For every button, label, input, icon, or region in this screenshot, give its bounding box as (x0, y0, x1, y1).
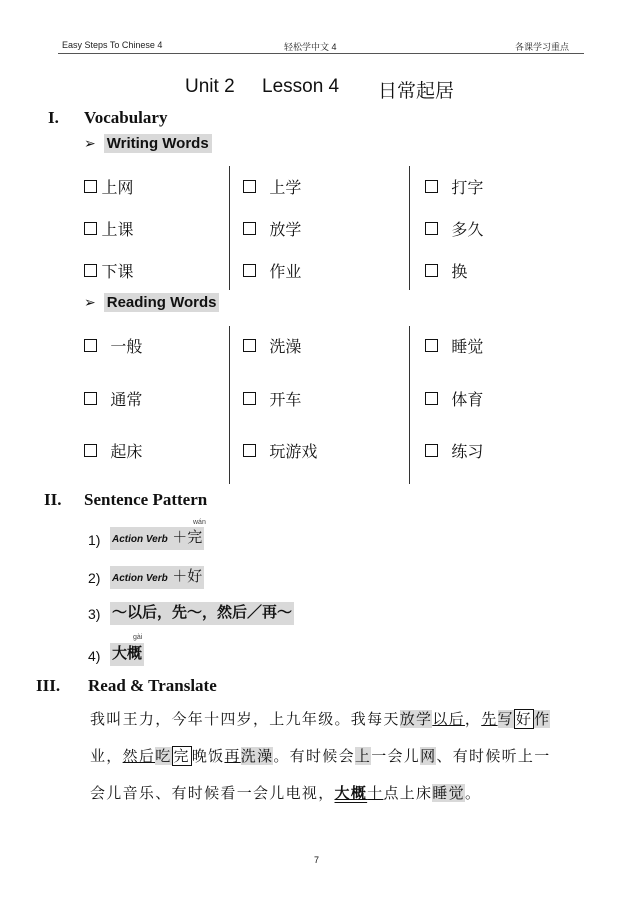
highlight: 吃 (155, 747, 172, 765)
checkbox-item[interactable] (425, 334, 483, 357)
highlight: 放学 (399, 710, 433, 728)
vocab-word: 睡觉 (451, 337, 484, 356)
underline: 然后 (122, 747, 156, 765)
unit-title: Unit 2 (185, 76, 235, 97)
column-divider (229, 326, 230, 484)
action-verb-label: Action Verb (112, 573, 168, 584)
checkbox-item[interactable] (84, 387, 142, 410)
plus-sign: ＋ (172, 528, 188, 546)
pattern-2 (110, 565, 204, 586)
vocab-word: 练习 (451, 442, 484, 461)
checkbox-icon[interactable] (425, 222, 438, 235)
action-verb-label: Action Verb (112, 534, 168, 545)
column-divider (409, 326, 410, 484)
pinyin-annotation: wán (193, 519, 206, 526)
checkbox-item[interactable] (243, 217, 301, 240)
checkbox-icon[interactable] (243, 392, 256, 405)
header-rule (58, 53, 584, 54)
section-heading-sentence-pattern: Sentence Pattern (84, 490, 208, 509)
highlight: 睡觉 (432, 784, 465, 802)
checkbox-icon[interactable] (243, 180, 256, 193)
arrow-bullet-icon: ➢ (84, 294, 96, 310)
writing-words-subheading (84, 135, 212, 152)
checkbox-icon[interactable] (84, 180, 97, 193)
checkbox-icon[interactable] (425, 180, 438, 193)
vocab-word: 多久 (451, 220, 484, 239)
checkbox-icon[interactable] (243, 444, 256, 457)
checkbox-icon[interactable] (243, 264, 256, 277)
pattern-chinese: 好 (187, 567, 203, 585)
vocab-word: 放学 (269, 220, 302, 239)
highlight: 上 (354, 747, 372, 765)
vocab-word: 体育 (451, 390, 484, 409)
checkbox-item[interactable] (425, 175, 483, 198)
pattern-chinese: 完 (187, 528, 203, 546)
highlight: 网 (420, 747, 437, 765)
pattern-number: 4) (88, 648, 101, 664)
underline: 十 (367, 784, 384, 802)
checkbox-icon[interactable] (425, 392, 438, 405)
checkbox-item[interactable] (243, 334, 301, 357)
header-left: Easy Steps To Chinese 4 (62, 40, 163, 50)
checkbox-icon[interactable] (84, 264, 97, 277)
section-numeral-1: I. (48, 108, 59, 127)
header-center: 轻松学中文 4 (284, 42, 337, 52)
topic-title: 日常起居 (378, 80, 455, 102)
pattern-4 (110, 642, 144, 663)
writing-words-label: Writing Words (104, 134, 212, 153)
section-numeral-3: III. (36, 676, 61, 695)
vocab-word: 打字 (451, 178, 484, 197)
lesson-title: Lesson 4 (262, 76, 340, 97)
pattern-chinese: 大概 (112, 644, 143, 662)
arrow-bullet-icon: ➢ (84, 135, 96, 151)
passage-line-3: 会儿音乐、有时候看一会儿电视，大概十点上床睡觉。 (90, 784, 482, 802)
section-heading-vocabulary: Vocabulary (84, 108, 168, 127)
pattern-number: 2) (88, 570, 101, 586)
checkbox-icon[interactable] (84, 392, 97, 405)
reading-words-label: Reading Words (104, 293, 220, 312)
underline: 先 (481, 710, 498, 728)
checkbox-item[interactable] (84, 217, 133, 240)
plus-sign: ＋ (172, 567, 188, 585)
boxed-char: 完 (173, 747, 190, 765)
page-number: 7 (314, 855, 320, 865)
boxed-char: 好 (515, 710, 533, 728)
checkbox-item[interactable] (243, 439, 317, 462)
checkbox-item[interactable] (425, 387, 483, 410)
column-divider (409, 166, 410, 290)
checkbox-item[interactable] (84, 334, 142, 357)
checkbox-item[interactable] (243, 175, 301, 198)
vocab-word: 上网 (101, 178, 134, 197)
checkbox-icon[interactable] (84, 222, 97, 235)
checkbox-item[interactable] (425, 259, 467, 282)
section-heading-read-translate: Read & Translate (88, 676, 217, 695)
checkbox-item[interactable] (84, 259, 133, 282)
highlight: 作 (534, 710, 551, 728)
vocab-word: 下课 (101, 262, 134, 281)
vocab-word: 起床 (110, 442, 143, 461)
header-right: 各课学习重点 (515, 42, 570, 52)
pattern-1 (110, 526, 204, 547)
vocab-word: 上学 (269, 178, 302, 197)
vocab-word: 上课 (101, 220, 134, 239)
underline: 以后 (432, 710, 465, 728)
checkbox-icon[interactable] (425, 339, 438, 352)
vocab-word: 换 (451, 262, 468, 281)
checkbox-item[interactable] (84, 175, 133, 198)
vocab-word: 作业 (269, 262, 302, 281)
checkbox-item[interactable] (243, 387, 301, 410)
checkbox-icon[interactable] (425, 444, 438, 457)
vocab-word: 通常 (110, 390, 143, 409)
vocab-word: 开车 (269, 390, 302, 409)
checkbox-item[interactable] (243, 259, 301, 282)
vocab-word: 玩游戏 (269, 442, 318, 461)
section-numeral-2: II. (44, 490, 62, 509)
pattern-number: 3) (88, 606, 101, 622)
vocab-word: 洗澡 (269, 337, 302, 356)
checkbox-icon[interactable] (243, 339, 256, 352)
checkbox-item[interactable] (84, 439, 142, 462)
pattern-chinese: ～以后，先～，然后／再～ (112, 603, 293, 621)
highlight: 写 (497, 710, 514, 728)
pinyin-annotation: gài (133, 634, 143, 641)
checkbox-icon[interactable] (243, 222, 256, 235)
column-divider (229, 166, 230, 290)
checkbox-item[interactable] (425, 439, 483, 462)
vocab-word: 一般 (110, 337, 143, 356)
underline: 再 (224, 747, 241, 765)
checkbox-icon[interactable] (84, 444, 97, 457)
double-underline: 大概 (334, 784, 368, 802)
reading-words-subheading (84, 294, 219, 311)
checkbox-item[interactable] (425, 217, 483, 240)
checkbox-icon[interactable] (84, 339, 97, 352)
passage-line-1: 我叫王力，今年十四岁，上九年级。我每天放学以后，先写 好 作 (90, 710, 551, 728)
passage-line-2: 业，然后吃 完 晚饭再洗澡。有时候会上一会儿网、有时候听上一 (90, 747, 551, 765)
pattern-number: 1) (88, 532, 101, 548)
highlight: 洗澡 (240, 747, 274, 765)
checkbox-icon[interactable] (425, 264, 438, 277)
pattern-3 (110, 601, 294, 622)
